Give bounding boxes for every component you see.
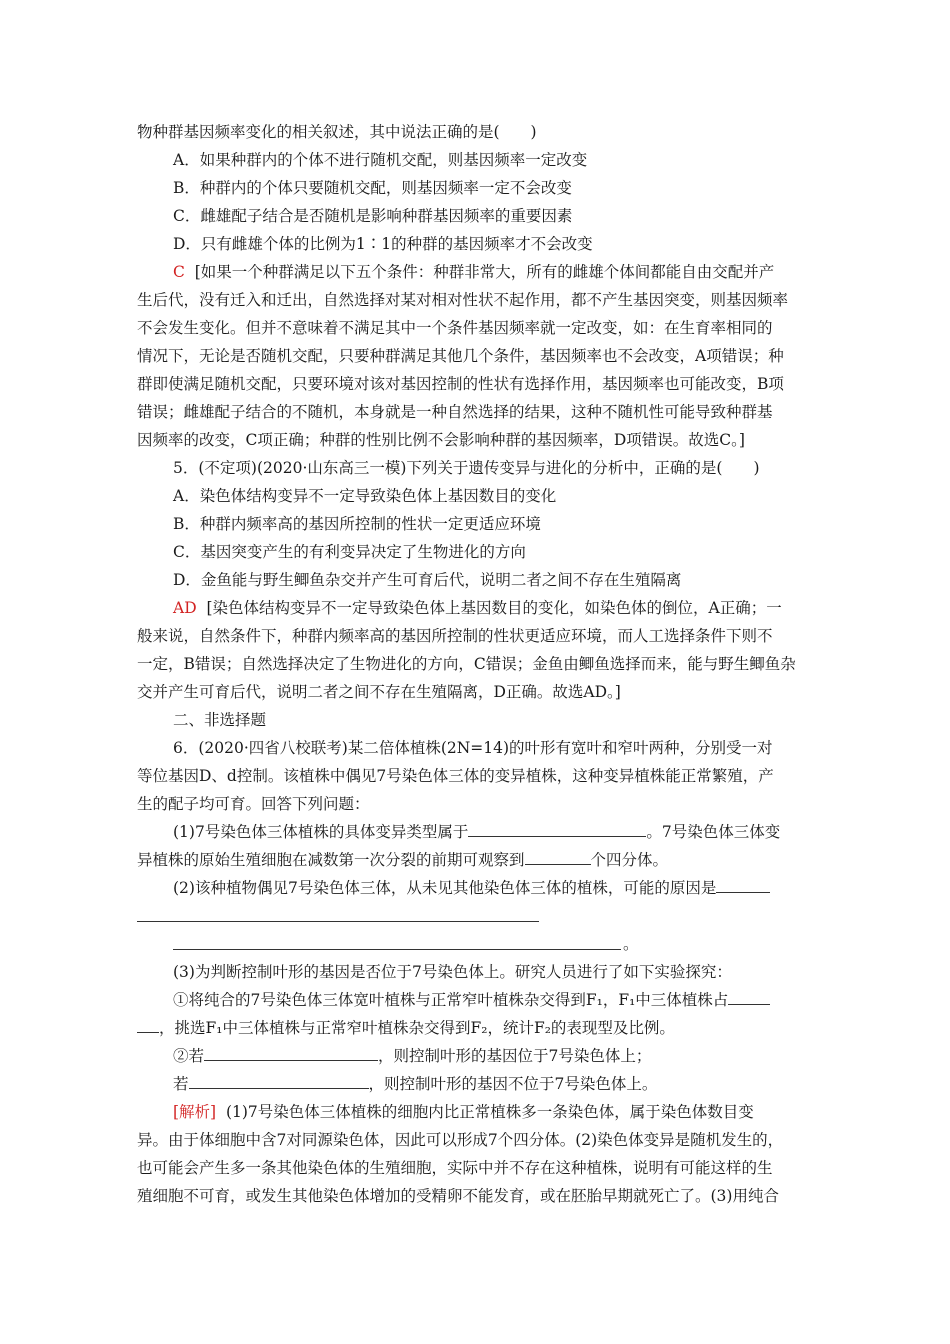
q6-stem-line: 生的配子均可育。回答下列问题： [137, 795, 370, 813]
answer-blank-line[interactable] [137, 902, 817, 930]
q5-explanation-line: 一定，B错误；自然选择决定了生物进化的方向，C错误；金鱼由鲫鱼选择而来，能与野生鲫鱼杂 [137, 655, 796, 673]
q6-part3-text: ，挑选F₁中三体植株与正常窄叶植株杂交得到F₂，统计F₂的表现型及比例。 [159, 1019, 675, 1037]
q5-option-a: A．染色体结构变异不一定导致染色体上基因数目的变化 [173, 487, 557, 505]
q5-answer: AD [173, 599, 197, 617]
q6-part3-text: ①将纯合的7号染色体三体宽叶植株与正常窄叶植株杂交得到F₁，F₁中三体植株占 [173, 991, 729, 1009]
q4-option-b: B．种群内的个体只要随机交配，则基因频率一定不会改变 [173, 179, 572, 197]
q5-stem: 5．(不定项)(2020·山东高三一模)下列关于遗传变异与进化的分析中，正确的是( ) [173, 459, 760, 477]
q4-explanation-line [137, 258, 817, 286]
q6-part1-line [137, 846, 817, 874]
q5-option-d: D．金鱼能与野生鲫鱼杂交并产生可育后代，说明二者之间不存在生殖隔离 [173, 571, 682, 589]
q4-explanation-line: 因频率的改变，C项正确；种群的性别比例不会影响种群的基因频率，D项错误。故选C。] [137, 431, 745, 449]
q5-explanation-line [137, 594, 817, 622]
answer-blank[interactable] [137, 1016, 159, 1033]
answer-blank[interactable] [525, 848, 591, 865]
q6-analysis-line: 殖细胞不可育，或发生其他染色体增加的受精卵不能发育，或在胚胎早期就死亡了。(3)用纯合 [137, 1187, 779, 1205]
q5-explanation-text: [染色体结构变异不一定导致染色体上基因数目的变化，如染色体的倒位，A正确；一 [206, 599, 782, 617]
q4-explanation-line: 生后代，没有迁入和迁出，自然选择对某对相对性状不起作用，都不产生基因突变，则基因频率 [137, 291, 789, 309]
q5-explanation-line: 般来说，自然条件下，种群内频率高的基因所控制的性状更适应环境，而人工选择条件下则不 [137, 627, 773, 645]
q6-part3-line [137, 986, 817, 1014]
q6-stem-line: 6．(2020·四省八校联考)某二倍体植株(2N=14)的叶形有宽叶和窄叶两种，分别受一对 [173, 739, 773, 757]
q4-option-d: D．只有雌雄个体的比例为1∶1的种群的基因频率才不会改变 [173, 235, 593, 253]
q6-part1-text: (1)7号染色体三体植株的具体变异类型属于 [173, 823, 469, 841]
q6-analysis-line [137, 1098, 817, 1126]
q5-option-b: B．种群内频率高的基因所控制的性状一定更适应环境 [173, 515, 541, 533]
q4-explanation-line: 情况下，无论是否随机交配，只要种群满足其他几个条件，基因频率也不会改变，A项错误；种 [137, 347, 784, 365]
q6-part2-text: (2)该种植物偶见7号染色体三体，从未见其他染色体三体的植株，可能的原因是 [173, 879, 717, 897]
q4-explanation-line: 群即使满足随机交配，只要环境对该对基因控制的性状有选择作用，基因频率也可能改变，B项 [137, 375, 784, 393]
q6-part3-text: ②若 [173, 1047, 205, 1065]
q6-part3-text: 若 [173, 1075, 189, 1093]
q6-part1-line [137, 818, 817, 846]
answer-blank[interactable] [728, 988, 770, 1005]
answer-blank[interactable] [204, 1044, 378, 1061]
q6-part1-text: 个四分体。 [590, 851, 669, 869]
answer-blank[interactable] [716, 876, 770, 893]
q5-explanation-line: 交并产生可育后代，说明二者之间不存在生殖隔离，D正确。故选AD。] [137, 683, 621, 701]
q6-analysis-line: 也可能会产生多一条其他染色体的生殖细胞，实际中并不存在这种植株，说明有可能这样的生 [137, 1159, 773, 1177]
q6-analysis-line: 异。由于体细胞中含7对同源染色体，因此可以形成7个四分体。(2)染色体变异是随机发生的， [137, 1131, 784, 1149]
q4-explanation-text: [如果一个种群满足以下五个条件：种群非常大，所有的雌雄个体间都能自由交配并产 [194, 263, 775, 281]
q6-part1-text: 异植株的原始生殖细胞在减数第一次分裂的前期可观察到 [137, 851, 525, 869]
q6-part2-end: 。 [623, 935, 639, 953]
q4-stem: 物种群基因频率变化的相关叙述，其中说法正确的是( ) [137, 123, 537, 141]
analysis-label: [解析] [173, 1103, 217, 1121]
q4-option-c: C．雌雄配子结合是否随机是影响种群基因频率的重要因素 [173, 207, 573, 225]
q6-part3-line [137, 1014, 817, 1042]
q6-part3-text: ，则控制叶形的基因不位于7号染色体上。 [368, 1075, 658, 1093]
q6-part3-text: ，则控制叶形的基因位于7号染色体上； [378, 1047, 652, 1065]
answer-blank[interactable] [468, 820, 646, 837]
q6-part3-line: (3)为判断控制叶形的基因是否位于7号染色体上。研究人员进行了如下实验探究： [173, 963, 732, 981]
q4-explanation-line: 不会发生变化。但并不意味着不满足其中一个条件基因频率就一定改变，如：在生育率相同的 [137, 319, 773, 337]
q4-answer: C [173, 263, 185, 281]
q6-analysis-text: (1)7号染色体三体植株的细胞内比正常植株多一条染色体，属于染色体数目变 [225, 1103, 754, 1121]
q6-part3-line [137, 1042, 817, 1070]
answer-blank-line[interactable] [137, 930, 817, 958]
q4-explanation-line: 错误；雌雄配子结合的不随机，本身就是一种自然选择的结果，这种不随机性可能导致种群基 [137, 403, 773, 421]
section-heading: 二、非选择题 [173, 711, 267, 729]
q6-part2-line [137, 874, 817, 902]
q6-part1-text: 。7号染色体三体变 [646, 823, 781, 841]
q6-part3-line [137, 1070, 817, 1098]
q4-option-a: A．如果种群内的个体不进行随机交配，则基因频率一定改变 [173, 151, 588, 169]
q6-stem-line: 等位基因D、d控制。该植株中偶见7号染色体三体的变异植株，这种变异植株能正常繁殖，产 [137, 767, 774, 785]
answer-blank[interactable] [189, 1072, 369, 1089]
document-page [137, 118, 817, 1210]
q5-option-c: C．基因突变产生的有利变异决定了生物进化的方向 [173, 543, 526, 561]
